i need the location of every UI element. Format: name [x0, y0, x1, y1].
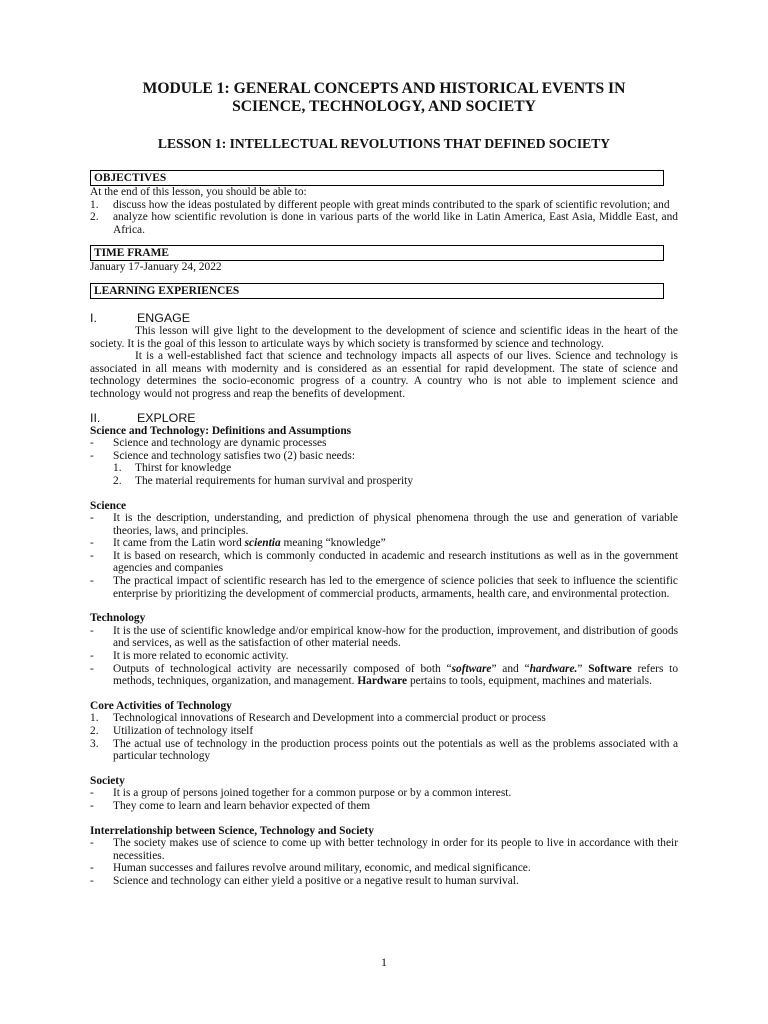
page-number: 1	[381, 955, 387, 969]
list-item: - The society makes use of science to come up with better technology in order for its people to live in accordance with their necessities.	[90, 837, 678, 862]
list-item: - It is more related to economic activity.	[90, 650, 289, 663]
scientia-term: scientia	[244, 537, 281, 550]
explore-number: II.	[90, 410, 101, 425]
lesson-title: LESSON 1: INTELLECTUAL REVOLUTIONS THAT DEFINED SOCIETY	[157, 136, 611, 151]
society-list	[90, 787, 678, 812]
list-item: - Human successes and failures revolve around military, economic, and medical significance.	[90, 862, 531, 875]
objective-item: 1. discuss how the ideas postulated by different people with great minds contributed to the spark of scientific revolution; and	[90, 198, 670, 211]
list-item: - Science and technology are dynamic processes	[90, 437, 327, 450]
time-frame-value: January 17-January 24, 2022	[90, 261, 222, 274]
list-item: - They come to learn and learn behavior expected of them	[90, 799, 371, 812]
definitions-list	[90, 437, 678, 462]
learning-experiences-heading: LEARNING EXPERIENCES	[90, 283, 664, 299]
list-item: - It is the use of scientific knowledge and/or empirical know-how for the production, improvement, and distribution of goods and services, as well as the satisfaction of other material needs.	[90, 624, 678, 650]
basic-needs-list	[90, 462, 678, 487]
engage-title: ENGAGE	[137, 310, 191, 325]
list-item: 2. The material requirements for human survival and prosperity	[113, 474, 414, 487]
science-heading: Science	[90, 499, 127, 512]
engage-paragraph: This lesson will give light to the development to the development of science and scientific ideas in the heart of the society. It is the goal of this lesson to articulate ways by which society is transformed by science and technology.	[90, 324, 678, 350]
objectives-heading: OBJECTIVES	[90, 170, 664, 186]
list-item: - It is the description, understanding, and prediction of physical phenomena through the use and generation of variable theories, laws, and principles.	[90, 512, 678, 537]
list-item: - Science and technology can either yield a positive or a negative result to human survival.	[90, 874, 519, 887]
list-item: 2. Utilization of technology itself	[90, 725, 254, 737]
society-heading: Society	[90, 774, 125, 787]
objective-item: 2. analyze how scientific revolution is done in various parts of the world like in Latin America, East Asia, Middle East, and Africa.	[90, 211, 678, 236]
objectives-intro: At the end of this lesson, you should be able to:	[90, 186, 307, 198]
engage-number: I.	[90, 310, 97, 325]
core-activities-list	[90, 712, 678, 762]
interrelationship-heading: Interrelationship between Science, Technology and Society	[90, 824, 374, 837]
objectives-list	[90, 199, 678, 237]
technology-heading: Technology	[90, 612, 146, 625]
list-item: - Science and technology satisfies two (2) basic needs:	[90, 449, 355, 462]
time-frame-heading: TIME FRAME	[90, 245, 664, 261]
list-item: - It is a group of persons joined together for a common purpose or by a common interest.	[90, 787, 512, 800]
definitions-heading: Science and Technology: Definitions and Assumptions	[90, 424, 352, 437]
technology-list	[90, 625, 678, 688]
list-item: - The practical impact of scientific research has led to the emergence of science policies that seek to influence the scientific enterprise by prioritizing the development of commercial products, armaments, health care, and environmental protection.	[90, 575, 678, 600]
list-item: - It came from the Latin word scientia meaning “knowledge”	[90, 537, 386, 550]
engage-paragraph: It is a well-established fact that science and technology impacts all aspects of our lives. Science and technology is associated in all means with modernity and is considered as an essential for rapid development. The state of science and technology determines the socio-economic progress of a country. A country who is not able to implement science and technology would not progress and reap the benefits of development.	[90, 350, 678, 400]
interrelationship-list	[90, 837, 678, 887]
science-list	[90, 512, 678, 600]
module-title	[90, 0, 678, 116]
core-activities-heading: Core Activities of Technology	[90, 699, 232, 712]
list-item: 1. Thirst for knowledge	[113, 462, 232, 475]
engage-heading	[90, 311, 678, 325]
module-title-line-1: MODULE 1: GENERAL CONCEPTS AND HISTORICAL EVENTS IN	[142, 80, 626, 97]
list-item: 1. Technological innovations of Research and Development into a commercial product or process	[90, 712, 546, 725]
explore-heading	[90, 411, 678, 425]
list-item: 3. The actual use of technology in the production process points out the potentials as well as the problems associated with a particular technology	[90, 737, 678, 763]
list-item: - It is based on research, which is commonly conducted in academic and research institutions as well as in the government agencies and companies	[90, 549, 678, 575]
list-item: - Outputs of technological activity are necessarily composed of both “software” and “hardware.” Software refers to methods, techniques, organization, and management. Hardware pertains to tools, equipment, machines and materials.	[90, 662, 679, 688]
module-title-line-2: SCIENCE, TECHNOLOGY, AND SOCIETY	[232, 98, 536, 115]
explore-title: EXPLORE	[137, 410, 196, 425]
